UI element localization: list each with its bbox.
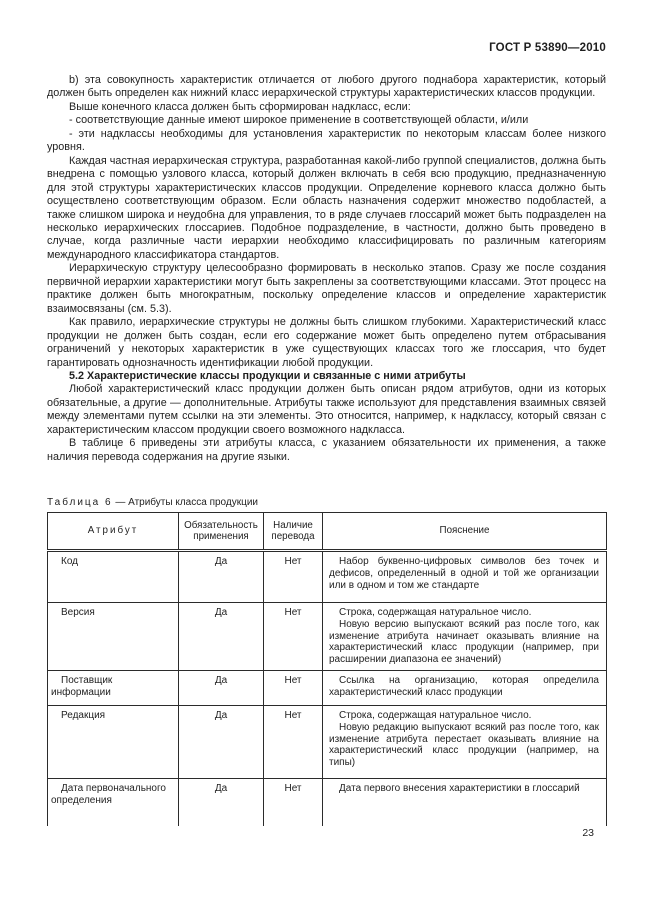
- explanation-paragraph: Новую редакцию выпускают всякий раз после того, как изменение атрибута перестает оказывать влияние на характеристический класс продукции (например, на типы): [329, 721, 599, 769]
- paragraph: - соответствующие данные имеют широкое применение в соответствующей области, и/или: [69, 114, 529, 127]
- column-header-explanation: Пояснение: [323, 513, 607, 551]
- paragraph: - эти надклассы необходимы для установления характеристик по некоторым классам более низкого уровня.: [47, 127, 606, 154]
- cell-explanation: [323, 551, 607, 603]
- cell-mandatory: Да: [179, 603, 264, 671]
- cell-attribute: Редакция: [48, 706, 179, 779]
- cell-mandatory: Да: [179, 551, 264, 603]
- document-header: ГОСТ Р 53890—2010: [489, 42, 606, 54]
- table-caption: [47, 497, 606, 508]
- paragraph: Каждая частная иерархическая структура, разработанная какой-либо группой специалистов, должна быть внедрена с помощью узлового класса, который должен включать в себя всю продукцию, предназначенную для этой структуры характеристических классов продукции. Определение корневого класса должно быть осуществлено соответствующим образом. Если область назначения содержит множество подобластей, а также слишком широка и неудобна для управления, то в ряде случаев глоссарий может быть подразделен на несколько иерархических глоссариев. Подобное подразделение, в частности, должно быть проведено в случае, когда различные части иерархии необходимо классифицировать по различным категориям международного классификатора стандартов.: [47, 154, 606, 261]
- paragraph: b) эта совокупность характеристик отличается от любого другого поднабора характеристик, который должен быть определен как нижний класс иерархической структуры характеристических классов продукции.: [47, 74, 606, 100]
- paragraph: Выше конечного класса должен быть сформирован надкласс, если:: [69, 100, 411, 113]
- table-row: [48, 551, 607, 603]
- paragraph: Как правило, иерархические структуры не должны быть слишком глубокими. Характеристический класс продукции не должен быть создан, если его содержание может быть определено путем отбрасывания ограничений у некоторых характеристик в уже существующих классах того же глоссария, что будет гарантировать однозначность идентификации любой продукции.: [47, 316, 606, 369]
- explanation-paragraph: Ссылка на организацию, которая определила характеристический класс продукции: [329, 675, 599, 698]
- cell-mandatory: Да: [179, 671, 264, 706]
- table-row: [48, 779, 607, 826]
- cell-translation: Нет: [264, 671, 323, 706]
- table-row: [48, 706, 607, 779]
- section-heading: 5.2 Характеристические классы продукции и связанные с ними атрибуты: [69, 369, 466, 382]
- column-header-translation: Наличие перевода: [264, 513, 323, 551]
- body-text: [47, 74, 606, 464]
- table-caption-title: — Атрибуты класса продукции: [115, 497, 259, 508]
- cell-explanation: [323, 779, 607, 826]
- cell-translation: Нет: [264, 551, 323, 603]
- attributes-table: [47, 512, 607, 826]
- cell-translation: Нет: [264, 603, 323, 671]
- cell-explanation: [323, 706, 607, 779]
- cell-attribute: Версия: [48, 603, 179, 671]
- table-row: [48, 671, 607, 706]
- cell-translation: Нет: [264, 706, 323, 779]
- cell-explanation: [323, 603, 607, 671]
- explanation-paragraph: Набор буквенно-цифровых символов без точек и дефисов, определенный в одной и той же организации или в одном и том же стандарте: [329, 556, 599, 591]
- explanation-paragraph: Строка, содержащая натуральное число.: [339, 710, 532, 721]
- page-number: 23: [582, 827, 594, 839]
- table-caption-label: Таблица 6: [47, 497, 113, 508]
- cell-attribute: Дата первоначального определения: [48, 779, 179, 826]
- column-header-attribute: Атрибут: [48, 513, 179, 551]
- table-header-row: [48, 513, 607, 551]
- cell-translation: Нет: [264, 779, 323, 826]
- paragraph: Любой характеристический класс продукции должен быть описан рядом атрибутов, одни из которых обязательные, а другие — дополнительные. Атрибуты также используют для представления взаимных связей между элементами путем ссылки на эти элементы. Это относится, например, к надклассу, который связан с характеристическим классом продукции своего возможного надкласса.: [47, 383, 606, 436]
- cell-mandatory: Да: [179, 706, 264, 779]
- cell-mandatory: Да: [179, 779, 264, 826]
- paragraph: В таблице 6 приведены эти атрибуты класса, с указанием обязательности их применения, а также наличия перевода содержания на другие языки.: [47, 437, 606, 463]
- table-row: [48, 603, 607, 671]
- paragraph: Иерархическую структуру целесообразно формировать в несколько этапов. Сразу же после создания первичной иерархии характеристики могут быть закреплены за соответствующими классами. Этот процесс на практике должен быть многократным, поскольку определение классов и определение характеристик взаимосвязаны (см. 5.3).: [47, 262, 606, 315]
- cell-explanation: [323, 671, 607, 706]
- cell-attribute: Поставщик информации: [48, 671, 179, 706]
- explanation-paragraph: Строка, содержащая натуральное число.: [339, 607, 532, 618]
- column-header-mandatory: Обязательность применения: [179, 513, 264, 551]
- explanation-paragraph: Дата первого внесения характеристики в глоссарий: [339, 783, 580, 794]
- explanation-paragraph: Новую версию выпускают всякий раз после того, как изменение атрибута начинает оказывать влияние на характеристический класс продукции (например, при расширении диапазона ее значений): [329, 618, 599, 666]
- cell-attribute: Код: [48, 551, 179, 603]
